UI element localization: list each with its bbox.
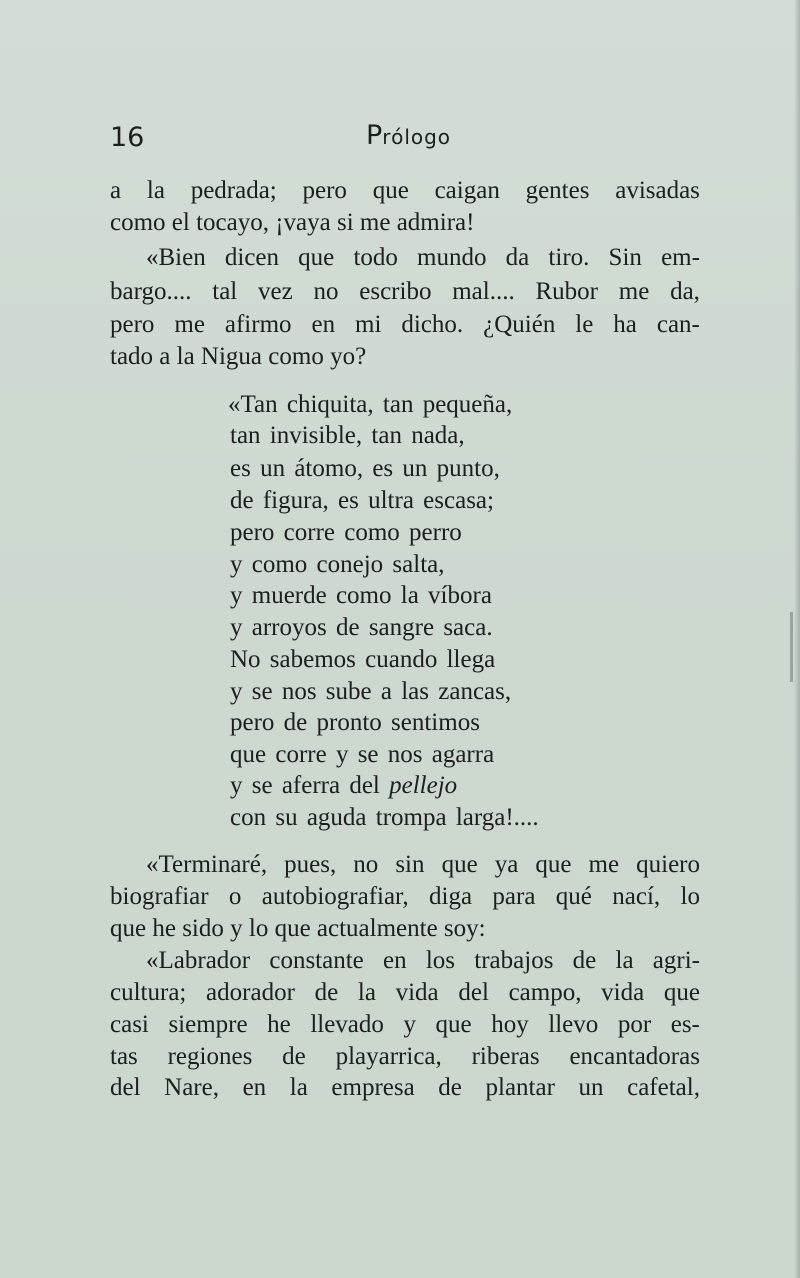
word: Sin bbox=[608, 244, 642, 271]
poem-line: y como conejo salta, bbox=[230, 551, 445, 578]
word: me bbox=[174, 311, 205, 338]
word: la bbox=[146, 177, 165, 204]
poem-line: tan invisible, tan nada, bbox=[230, 422, 465, 449]
word: que bbox=[298, 244, 335, 271]
poem-line: y se nos sube a las zancas, bbox=[230, 678, 512, 705]
word: «Labrador bbox=[146, 947, 251, 974]
word: adorador bbox=[206, 979, 295, 1006]
poem-line: con su aguda trompa larga!.... bbox=[230, 804, 539, 831]
poem-line: pero corre como perro bbox=[230, 519, 462, 546]
text-line bbox=[110, 1073, 700, 1103]
word: qué bbox=[555, 883, 592, 910]
word: da, bbox=[670, 278, 700, 305]
word: o bbox=[228, 883, 242, 910]
word: que bbox=[435, 1011, 472, 1038]
word: gentes bbox=[525, 177, 590, 204]
poem-line bbox=[230, 771, 457, 801]
word: a bbox=[110, 177, 122, 204]
word: encantadoras bbox=[569, 1043, 700, 1070]
poem-line: «Tan chiquita, tan pequeña, bbox=[228, 391, 513, 418]
text-line bbox=[146, 850, 700, 880]
word: regiones bbox=[167, 1043, 253, 1070]
word: tas bbox=[110, 1043, 138, 1070]
word: dicho. bbox=[401, 311, 464, 338]
word: mal.... bbox=[452, 278, 515, 305]
text-line bbox=[110, 176, 700, 206]
word: Nare, bbox=[164, 1074, 219, 1101]
poem-line-text: y se aferra del bbox=[230, 772, 380, 799]
word: «Terminaré, bbox=[146, 851, 268, 878]
word: cultura; bbox=[110, 979, 187, 1006]
word: ya bbox=[494, 851, 519, 878]
word: sin bbox=[395, 851, 425, 878]
word: cafetal, bbox=[627, 1074, 700, 1101]
word: vez bbox=[258, 278, 293, 305]
poem-line: y arroyos de sangre saca. bbox=[230, 614, 493, 641]
word: llevo bbox=[548, 1011, 599, 1038]
word: que bbox=[441, 851, 478, 878]
word: casi bbox=[110, 1011, 149, 1038]
word: lo bbox=[680, 883, 700, 910]
text-line bbox=[110, 310, 700, 340]
word: playarrica, bbox=[335, 1043, 442, 1070]
word: un bbox=[578, 1074, 604, 1101]
word: he bbox=[267, 1011, 291, 1038]
word: escribo bbox=[359, 278, 432, 305]
word: mi bbox=[355, 311, 382, 338]
text-line bbox=[110, 1042, 700, 1072]
page-edge-shadow bbox=[794, 0, 800, 1278]
poem-line: y muerde como la víbora bbox=[230, 582, 492, 609]
word: caigan bbox=[434, 177, 500, 204]
word: los bbox=[425, 947, 456, 974]
word: no bbox=[353, 851, 379, 878]
page-number: 16 bbox=[110, 122, 145, 153]
text-line: tado a la Nigua como yo? bbox=[110, 343, 367, 370]
word: autobiografiar, bbox=[261, 883, 409, 910]
word: en bbox=[311, 311, 336, 338]
text-line bbox=[110, 882, 700, 912]
word: en bbox=[242, 1074, 267, 1101]
word: me bbox=[618, 278, 650, 305]
word: quiero bbox=[636, 851, 700, 878]
word: en bbox=[383, 947, 407, 974]
word: hoy bbox=[491, 1011, 529, 1038]
word: em- bbox=[661, 244, 700, 271]
word: pero bbox=[110, 311, 155, 338]
word: avisadas bbox=[615, 177, 700, 204]
word: afirmo bbox=[224, 311, 292, 338]
word: pues, bbox=[284, 851, 337, 878]
word: le bbox=[575, 311, 594, 338]
word: vida bbox=[395, 979, 439, 1006]
word: por bbox=[617, 1011, 652, 1038]
word: bargo.... bbox=[110, 278, 192, 305]
running-head-rest: rólogo bbox=[382, 125, 452, 149]
word: can- bbox=[656, 311, 700, 338]
word: la bbox=[289, 1074, 308, 1101]
word: campo, bbox=[508, 979, 582, 1006]
text-line: como el tocayo, ¡vaya si me admira! bbox=[110, 209, 475, 236]
margin-mark bbox=[790, 612, 793, 682]
word: plantar bbox=[485, 1074, 555, 1101]
word: de bbox=[282, 1043, 306, 1070]
word: diga bbox=[429, 883, 473, 910]
word: biografiar bbox=[110, 883, 209, 910]
word: la bbox=[615, 947, 634, 974]
word: es- bbox=[670, 1011, 700, 1038]
word: riberas bbox=[471, 1043, 540, 1070]
poem-line: de figura, es ultra escasa; bbox=[230, 487, 494, 514]
poem-line: pero de pronto sentimos bbox=[230, 709, 480, 736]
word: llevado bbox=[310, 1011, 384, 1038]
word: pero bbox=[302, 177, 347, 204]
word: y bbox=[403, 1011, 416, 1038]
word: empresa bbox=[331, 1074, 415, 1101]
word: constante bbox=[269, 947, 364, 974]
word: ¿Quién bbox=[483, 311, 556, 338]
word: para bbox=[492, 883, 536, 910]
word: no bbox=[313, 278, 339, 305]
poem-line: que corre y se nos agarra bbox=[230, 741, 495, 768]
poem-italic-word: pellejo bbox=[389, 772, 458, 799]
text-line: que he sido y lo que actualmente soy: bbox=[110, 915, 486, 942]
word: del bbox=[458, 979, 489, 1006]
word: mundo bbox=[417, 244, 487, 271]
text-line bbox=[110, 1010, 700, 1040]
word: tal bbox=[212, 278, 238, 305]
text-line bbox=[110, 277, 700, 307]
word: dicen bbox=[224, 244, 280, 271]
text-line bbox=[146, 243, 700, 273]
word: del bbox=[110, 1074, 141, 1101]
word: tiro. bbox=[548, 244, 590, 271]
word: «Bien bbox=[146, 244, 206, 271]
poem-line: es un átomo, es un punto, bbox=[230, 455, 500, 482]
word: que bbox=[372, 177, 409, 204]
text-line bbox=[146, 946, 700, 976]
word: ha bbox=[613, 311, 637, 338]
word: siempre bbox=[168, 1011, 248, 1038]
word: que bbox=[535, 851, 572, 878]
word: que bbox=[663, 979, 700, 1006]
word: la bbox=[357, 979, 376, 1006]
word: pedrada; bbox=[190, 177, 277, 204]
word: me bbox=[588, 851, 620, 878]
word: de bbox=[314, 979, 339, 1006]
word: Rubor bbox=[535, 278, 598, 305]
word: nací, bbox=[612, 883, 661, 910]
word: da bbox=[505, 244, 530, 271]
word: trabajos bbox=[474, 947, 554, 974]
word: de bbox=[572, 947, 597, 974]
word: agri- bbox=[652, 947, 700, 974]
running-head bbox=[366, 120, 451, 151]
word: todo bbox=[353, 244, 398, 271]
running-head-initial: P bbox=[366, 120, 383, 151]
poem-line: No sabemos cuando llega bbox=[230, 646, 496, 673]
word: vida bbox=[601, 979, 645, 1006]
text-line bbox=[110, 978, 700, 1008]
word: de bbox=[438, 1074, 462, 1101]
